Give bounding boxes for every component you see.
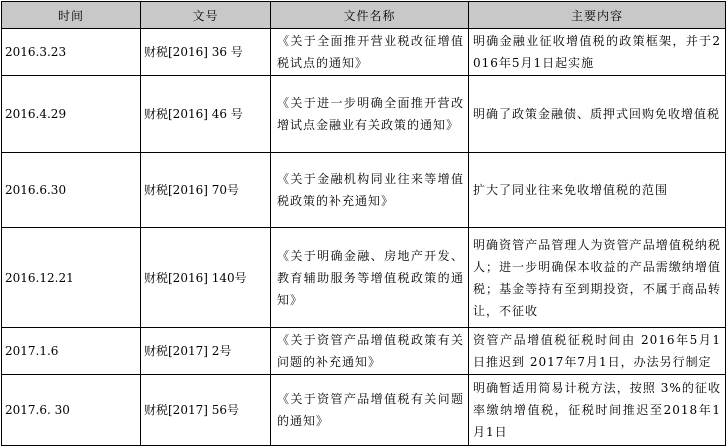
header-content: 主要内容 <box>469 2 726 29</box>
cell-doc-no: 财税[2016] 70号 <box>141 153 271 228</box>
cell-doc-no: 财税[2016] 46 号 <box>141 76 271 153</box>
header-doc-no: 文号 <box>141 2 271 29</box>
table-row <box>2 76 726 153</box>
cell-content: 明确金融业征收增值税的政策框架，并于2016年5月1日起实施 <box>469 29 726 76</box>
cell-date: 2017.6. 30 <box>2 375 141 446</box>
table-row <box>2 29 726 76</box>
table-row <box>2 153 726 228</box>
cell-title: 《关于全面推开营业税改征增值税试点的通知》 <box>271 29 469 76</box>
cell-doc-no: 财税[2017] 2号 <box>141 328 271 375</box>
cell-content: 明确了政策金融债、质押式回购免收增值税 <box>469 76 726 153</box>
cell-title: 《关于资管产品增值税政策有关问题的补充通知》 <box>271 328 469 375</box>
cell-title: 《关于资管产品增值税有关问题的通知》 <box>271 375 469 446</box>
cell-date: 2016.4.29 <box>2 76 141 153</box>
cell-title: 《关于进一步明确全面推开营改增试点金融业有关政策的通知》 <box>271 76 469 153</box>
cell-content: 资管产品增值税征税时间由 2016年5月1日推迟到 2017年7月1日，办法另行制定 <box>469 328 726 375</box>
header-title: 文件名称 <box>271 2 469 29</box>
cell-title: 《关于明确金融、房地产开发、教育辅助服务等增值税政策的通知》 <box>271 228 469 328</box>
cell-title: 《关于金融机构同业往来等增值税政策的补充通知》 <box>271 153 469 228</box>
policy-table <box>1 1 726 446</box>
cell-date: 2016.3.23 <box>2 29 141 76</box>
cell-doc-no: 财税[2016] 36 号 <box>141 29 271 76</box>
cell-date: 2016.12.21 <box>2 228 141 328</box>
header-date: 时间 <box>2 2 141 29</box>
cell-doc-no: 财税[2016] 140号 <box>141 228 271 328</box>
cell-content: 明确暂适用简易计税方法，按照 3%的征收率缴纳增值税，征税时间推迟至2018年1月1日 <box>469 375 726 446</box>
table-row <box>2 328 726 375</box>
cell-date: 2017.1.6 <box>2 328 141 375</box>
cell-content: 扩大了同业往来免收增值税的范围 <box>469 153 726 228</box>
cell-date: 2016.6.30 <box>2 153 141 228</box>
table-row <box>2 228 726 328</box>
header-row <box>2 2 726 29</box>
cell-doc-no: 财税[2017] 56号 <box>141 375 271 446</box>
cell-content: 明确资管产品管理人为资管产品增值税纳税人；进一步明确保本收益的产品需缴纳增值税；基金等持有至到期投资，不属于商品转让，不征收 <box>469 228 726 328</box>
table-row <box>2 375 726 446</box>
